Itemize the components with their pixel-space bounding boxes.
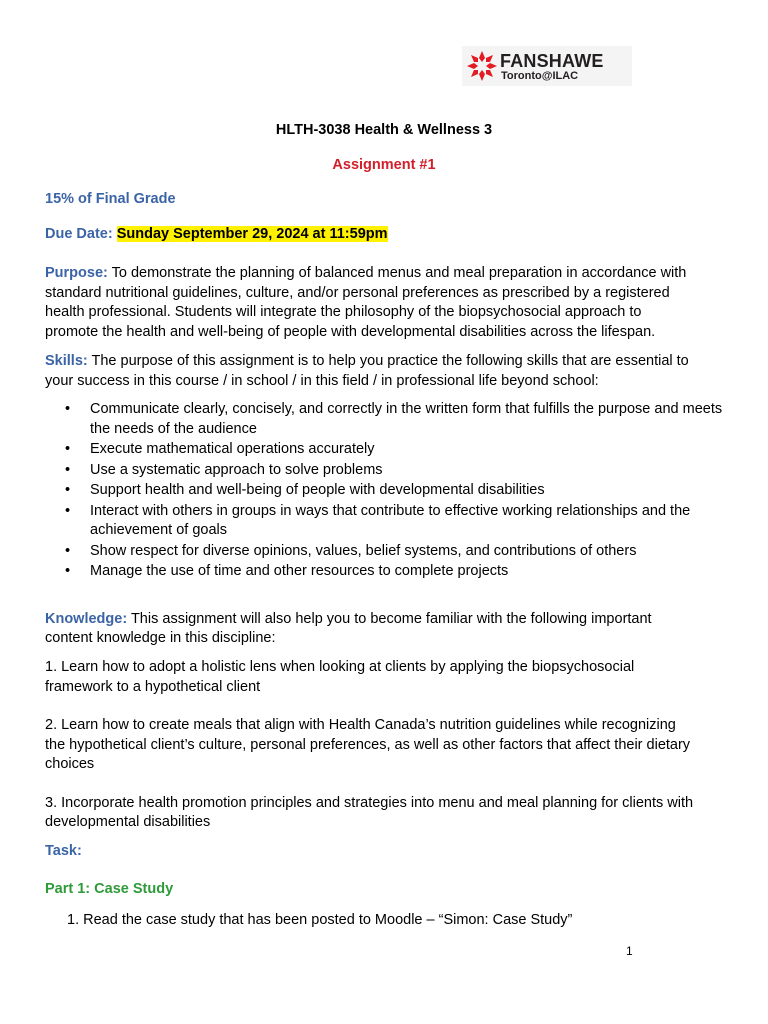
grade-weight: 15% of Final Grade xyxy=(45,191,176,207)
skills-list xyxy=(45,400,735,583)
purpose-line-3: health professional. Students will integrate the philosophy of the biopsychosocial approach to xyxy=(45,304,642,320)
due-date-value: Sunday September 29, 2024 at 11:59pm xyxy=(116,226,388,242)
knowledge-label: Knowledge: xyxy=(45,611,128,627)
skills-list-item: • Communicate clearly, concisely, and correctly in the written form that fulfills the purpose and meets the needs of the audience xyxy=(65,401,723,437)
skills-line-2: your success in this course / in school / in this field / in professional life beyond school: xyxy=(45,373,599,389)
knowledge-point-1-line-1: 1. Learn how to adopt a holistic lens when looking at clients by applying the biopsychosocial xyxy=(45,659,635,675)
course-title: HLTH-3038 Health & Wellness 3 xyxy=(275,122,493,138)
page-number: 1 xyxy=(626,944,633,958)
skills-label: Skills: xyxy=(45,353,88,369)
logo-name: FANSHAWE xyxy=(500,51,604,71)
skills-list-item: • Show respect for diverse opinions, values, belief systems, and contributions of others xyxy=(45,542,735,562)
purpose-line-1 xyxy=(45,264,686,284)
skills-line-1 xyxy=(45,352,689,372)
skills-list-item: • Interact with others in groups in ways that contribute to effective working relationships and the achievement of goals xyxy=(65,502,691,538)
bullet-icon: • xyxy=(65,542,71,559)
purpose-line-4: promote the health and well-being of people with developmental disabilities across the lifespan. xyxy=(45,324,656,340)
fanshawe-star-icon xyxy=(466,50,498,82)
knowledge-point-2-line-3: choices xyxy=(45,756,95,772)
due-date-label: Due Date: xyxy=(45,226,113,242)
fanshawe-logo xyxy=(462,46,632,86)
knowledge-point-2-line-2: the hypothetical client’s culture, personal preferences, as well as other factors that affect their dietary xyxy=(45,737,691,753)
knowledge-point-2-line-1: 2. Learn how to create meals that align with Health Canada’s nutrition guidelines while recognizing xyxy=(45,717,676,733)
knowledge-point-3-line-1: 3. Incorporate health promotion principles and strategies into menu and meal planning for clients with xyxy=(45,795,694,811)
skills-list-item: • Support health and well-being of people with developmental disabilities xyxy=(45,481,735,501)
due-date xyxy=(45,225,388,245)
bullet-icon: • xyxy=(65,482,71,498)
knowledge-text: This assignment will also help you to become familiar with the following important xyxy=(130,611,652,627)
knowledge-point-3-line-2: developmental disabilities xyxy=(45,814,211,830)
purpose-label: Purpose: xyxy=(45,265,108,281)
skills-list-item: • Execute mathematical operations accurately xyxy=(45,440,735,460)
purpose-text: To demonstrate the planning of balanced menus and meal preparation in accordance with xyxy=(111,265,687,281)
bullet-icon: • xyxy=(65,461,71,478)
bullet-icon: • xyxy=(65,441,71,457)
assignment-title: Assignment #1 xyxy=(332,157,436,173)
bullet-icon: • xyxy=(65,401,71,417)
task-label: Task: xyxy=(45,843,82,859)
knowledge-point-1-line-2: framework to a hypothetical client xyxy=(45,679,261,695)
part1-step-1: 1. Read the case study that has been posted to Moodle – “Simon: Case Study” xyxy=(67,912,573,928)
logo-subtitle: Toronto@ILAC xyxy=(501,70,579,82)
knowledge-line-2: content knowledge in this discipline: xyxy=(45,630,276,646)
bullet-icon: • xyxy=(65,563,71,579)
skills-text: The purpose of this assignment is to help you practice the following skills that are essential to xyxy=(91,353,689,369)
skills-list-item: • Use a systematic approach to solve problems xyxy=(45,461,735,481)
knowledge-line-1 xyxy=(45,610,652,630)
skills-list-item: • Manage the use of time and other resources to complete projects xyxy=(45,562,735,582)
purpose-line-2: standard nutritional guidelines, culture, and/or personal preferences as prescribed by a registered xyxy=(45,285,670,301)
bullet-icon: • xyxy=(65,502,71,519)
part1-title: Part 1: Case Study xyxy=(45,881,174,897)
